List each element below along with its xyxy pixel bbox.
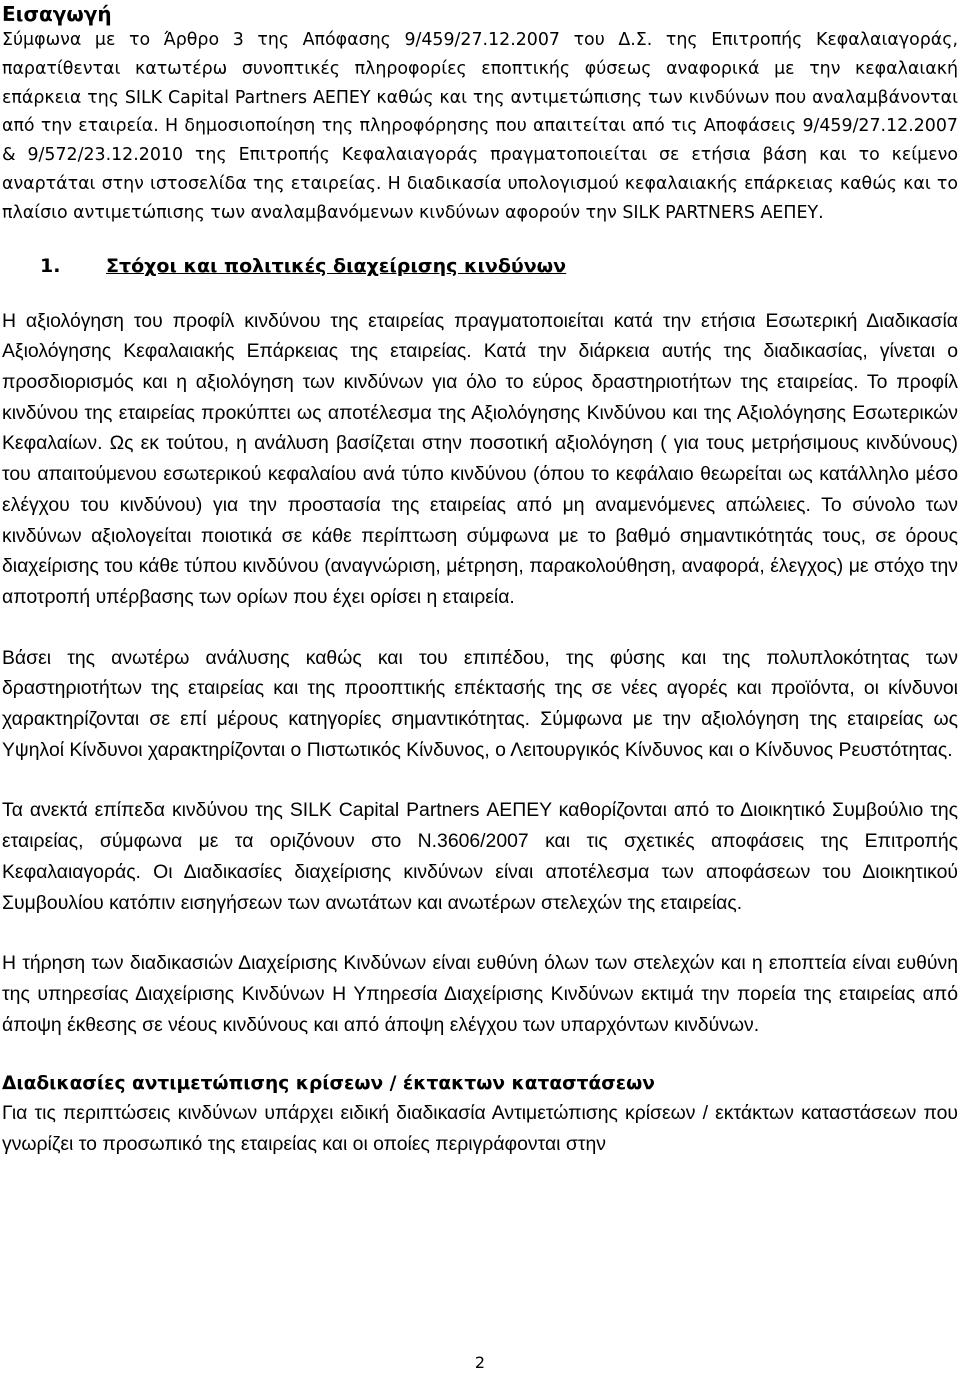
document-title: Εισαγωγή (2, 2, 112, 26)
subsection-paragraph: Για τις περιπτώσεις κινδύνων υπάρχει ειδική διαδικασία Αντιμετώπισης κρίσεων / εκτάκτων καταστάσεων που γνωρίζει το προσωπικό της εταιρείας και οι οποίες περιγράφονται στην (2, 1102, 958, 1156)
body-paragraph: Βάσει της ανωτέρω ανάλυσης καθώς και του επιπέδου, της φύσης και της πολυπλοκότητας των δραστηριοτήτων της εταιρείας και της προοπτικής επέκτασής της σε νέες αγορές και προϊόντα, οι κίνδυνοι χαρακτηρίζονται σε επί μέρους κατηγορίες σημαντικότητας. Σύμφωνα με την αξιολόγηση της εταιρείας ως Υψηλοί Κίνδυνοι χαρακτηρίζονται ο Πιστωτικός Κίνδυνος, ο Λειτουργικός Κίνδυνος και ο Κίνδυνος Ρευστότητας. (2, 646, 958, 761)
section-number: 1. (40, 254, 61, 277)
section-title: Στόχοι και πολιτικές διαχείρισης κινδύνων (106, 254, 567, 277)
subsection-heading: Διαδικασίες αντιμετώπισης κρίσεων / έκτακτων καταστάσεων (2, 1073, 655, 1095)
body-paragraph: Η τήρηση των διαδικασιών Διαχείρισης Κινδύνων είναι ευθύνη όλων των στελεχών και η εποπτεία είναι ευθύνη της υπηρεσίας Διαχείρισης Κινδύνων Η Υπηρεσία Διαχείρισης Κινδύνων εκτιμά την πορεία της εταιρείας από άποψη έκθεσης σε νέους κινδύνους και από άποψη ελέγχου των υπαρχόντων κινδύνων. (2, 952, 958, 1036)
page-number: 2 (474, 1353, 486, 1372)
body-paragraph: Η αξιολόγηση του προφίλ κινδύνου της εταιρείας πραγματοποιείται κατά την ετήσια Εσωτερική Διαδικασία Αξιολόγησης Κεφαλαιακής Επάρκειας της εταιρείας. Κατά την διάρκεια αυτής της διαδικασίας, γίνεται ο προσδιορισμός και η αξιολόγηση των κινδύνων για όλο το εύρος δραστηριοτήτων της εταιρείας. Το προφίλ κινδύνου της εταιρείας προκύπτει ως αποτέλεσμα της Αξιολόγησης Κινδύνου και της Αξιολόγησης Εσωτερικών Κεφαλαίων. Ως εκ τούτου, η ανάλυση βασίζεται στην ποσοτική αξιολόγηση ( για τους μετρήσιμους κινδύνους) του απαιτούμενου εσωτερικού κεφαλαίου ανά τύπο κινδύνου (όπου το κεφάλαιο θεωρείται ως κατάλληλο μέσο ελέγχου του κινδύνου) για την προστασία της εταιρείας από μη αναμενόμενες απώλειες. Το σύνολο των κινδύνων αξιολογείται ποιοτικά σε κάθε περίπτωση σύμφωνα με το βαθμό σημαντικότητάς τους, σε όρους διαχείρισης του κάθε τύπου κινδύνου (αναγνώριση, μέτρηση, παρακολούθηση, αναφορά, έλεγχος) με στόχο την αποτροπή υπέρβασης των ορίων που έχει ορίσει η εταιρεία. (2, 309, 958, 608)
intro-paragraph: Σύμφωνα με το Άρθρο 3 της Απόφασης 9/459/27.12.2007 του Δ.Σ. της Επιτροπής Κεφαλαιαγοράς, παρατίθενται κατωτέρω συνοπτικές πληροφορίες εποπτικής φύσεως αναφορικά με την κεφαλαιακή επάρκεια της SILK Capital Partners ΑΕΠΕΥ καθώς και της αντιμετώπισης των κινδύνων που αναλαμβάνονται από την εταιρεία. Η δημοσιοποίηση της πληροφόρησης που απαιτείται από τις Αποφάσεις 9/459/27.12.2007 & 9/572/23.12.2010 της Επιτροπής Κεφαλαιαγοράς πραγματοποιείται σε ετήσια βάση και το κείμενο αναρτάται στην ιστοσελίδα της εταιρείας. Η διαδικασία υπολογισμού κεφαλαιακής επάρκειας καθώς και το πλαίσιο αντιμετώπισης των αναλαμβανόμενων κινδύνων αφορούν την SILK PARTNERS ΑΕΠΕΥ. (2, 30, 958, 223)
section-heading (2, 252, 958, 280)
body-paragraph: Τα ανεκτά επίπεδα κινδύνου της SILK Capital Partners ΑΕΠΕΥ καθορίζονται από το Διοικητικό Συμβούλιο της εταιρείας, σύμφωνα με τα οριζόνουν στο Ν.3606/2007 και τις σχετικές αποφάσεις της Επιτροπής Κεφαλαιαγοράς. Οι Διαδικασίες διαχείρισης κινδύνων είναι αποτέλεσμα των αποφάσεων του Διοικητικού Συμβουλίου κατόπιν εισηγήσεων των ανωτάτων και ανωτέρων στελεχών της εταιρείας. (2, 799, 958, 914)
